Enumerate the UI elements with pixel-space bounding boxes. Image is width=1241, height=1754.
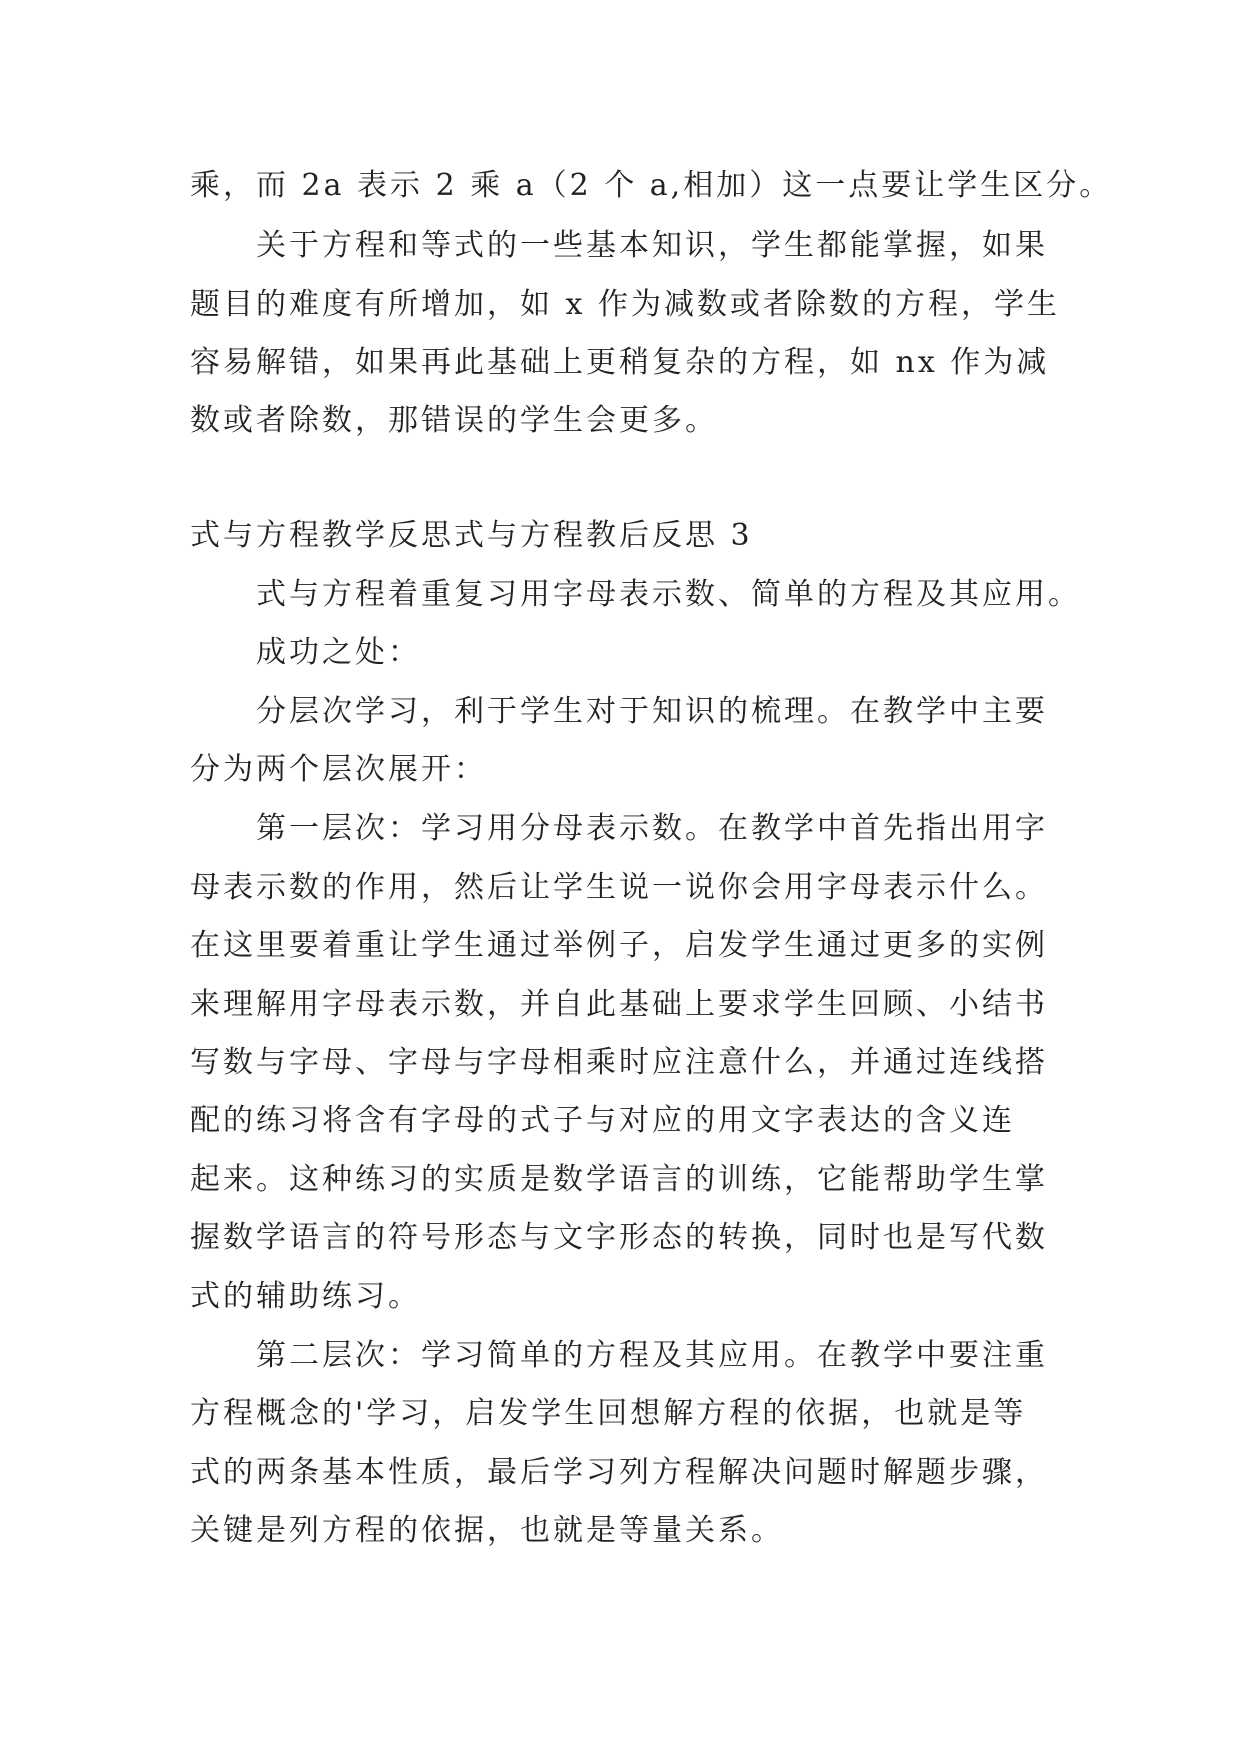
section-heading: 式与方程教学反思式与方程教后反思 3 (190, 518, 753, 553)
text-line: 式的辅助练习。 (190, 1279, 421, 1314)
text-line: 分为两个层次展开： (190, 752, 487, 787)
text-line: 起来。这种练习的实质是数学语言的训练，它能帮助学生掌 (190, 1162, 1048, 1197)
text-line: 来理解用字母表示数，并自此基础上要求学生回顾、小结书 (190, 987, 1048, 1022)
text-line: 第二层次：学习简单的方程及其应用。在教学中要注重 (256, 1338, 1048, 1373)
text-line: 成功之处： (256, 635, 421, 670)
text-line: 在这里要着重让学生通过举例子，启发学生通过更多的实例 (190, 928, 1048, 963)
text-line: 关于方程和等式的一些基本知识，学生都能掌握，如果 (256, 228, 1048, 263)
text-line: 握数学语言的符号形态与文字形态的转换，同时也是写代数 (190, 1220, 1048, 1255)
text-line: 容易解错，如果再此基础上更稍复杂的方程，如 nx 作为减 (190, 345, 1050, 380)
text-line: 方程概念的'学习，启发学生回想解方程的依据，也就是等 (190, 1396, 1027, 1431)
text-line: 题目的难度有所增加，如 x 作为减数或者除数的方程，学生 (190, 287, 1060, 322)
text-line: 第一层次：学习用分母表示数。在教学中首先指出用字 (256, 811, 1048, 846)
text-line: 配的练习将含有字母的式子与对应的用文字表达的含义连 (190, 1103, 1015, 1138)
text-line: 母表示数的作用，然后让学生说一说你会用字母表示什么。 (190, 870, 1048, 905)
text-line: 式与方程着重复习用字母表示数、简单的方程及其应用。 (256, 577, 1081, 612)
text-line: 写数与字母、字母与字母相乘时应注意什么，并通过连线搭 (190, 1045, 1048, 1080)
text-line: 数或者除数，那错误的学生会更多。 (190, 403, 718, 438)
text-line: 乘，而 2a 表示 2 乘 a（2 个 a,相加）这一点要让学生区分。 (190, 168, 1113, 203)
text-line: 关键是列方程的依据，也就是等量关系。 (190, 1513, 784, 1548)
text-line: 分层次学习，利于学生对于知识的梳理。在教学中主要 (256, 694, 1048, 729)
text-line: 式的两条基本性质，最后学习列方程解决问题时解题步骤， (190, 1455, 1048, 1490)
